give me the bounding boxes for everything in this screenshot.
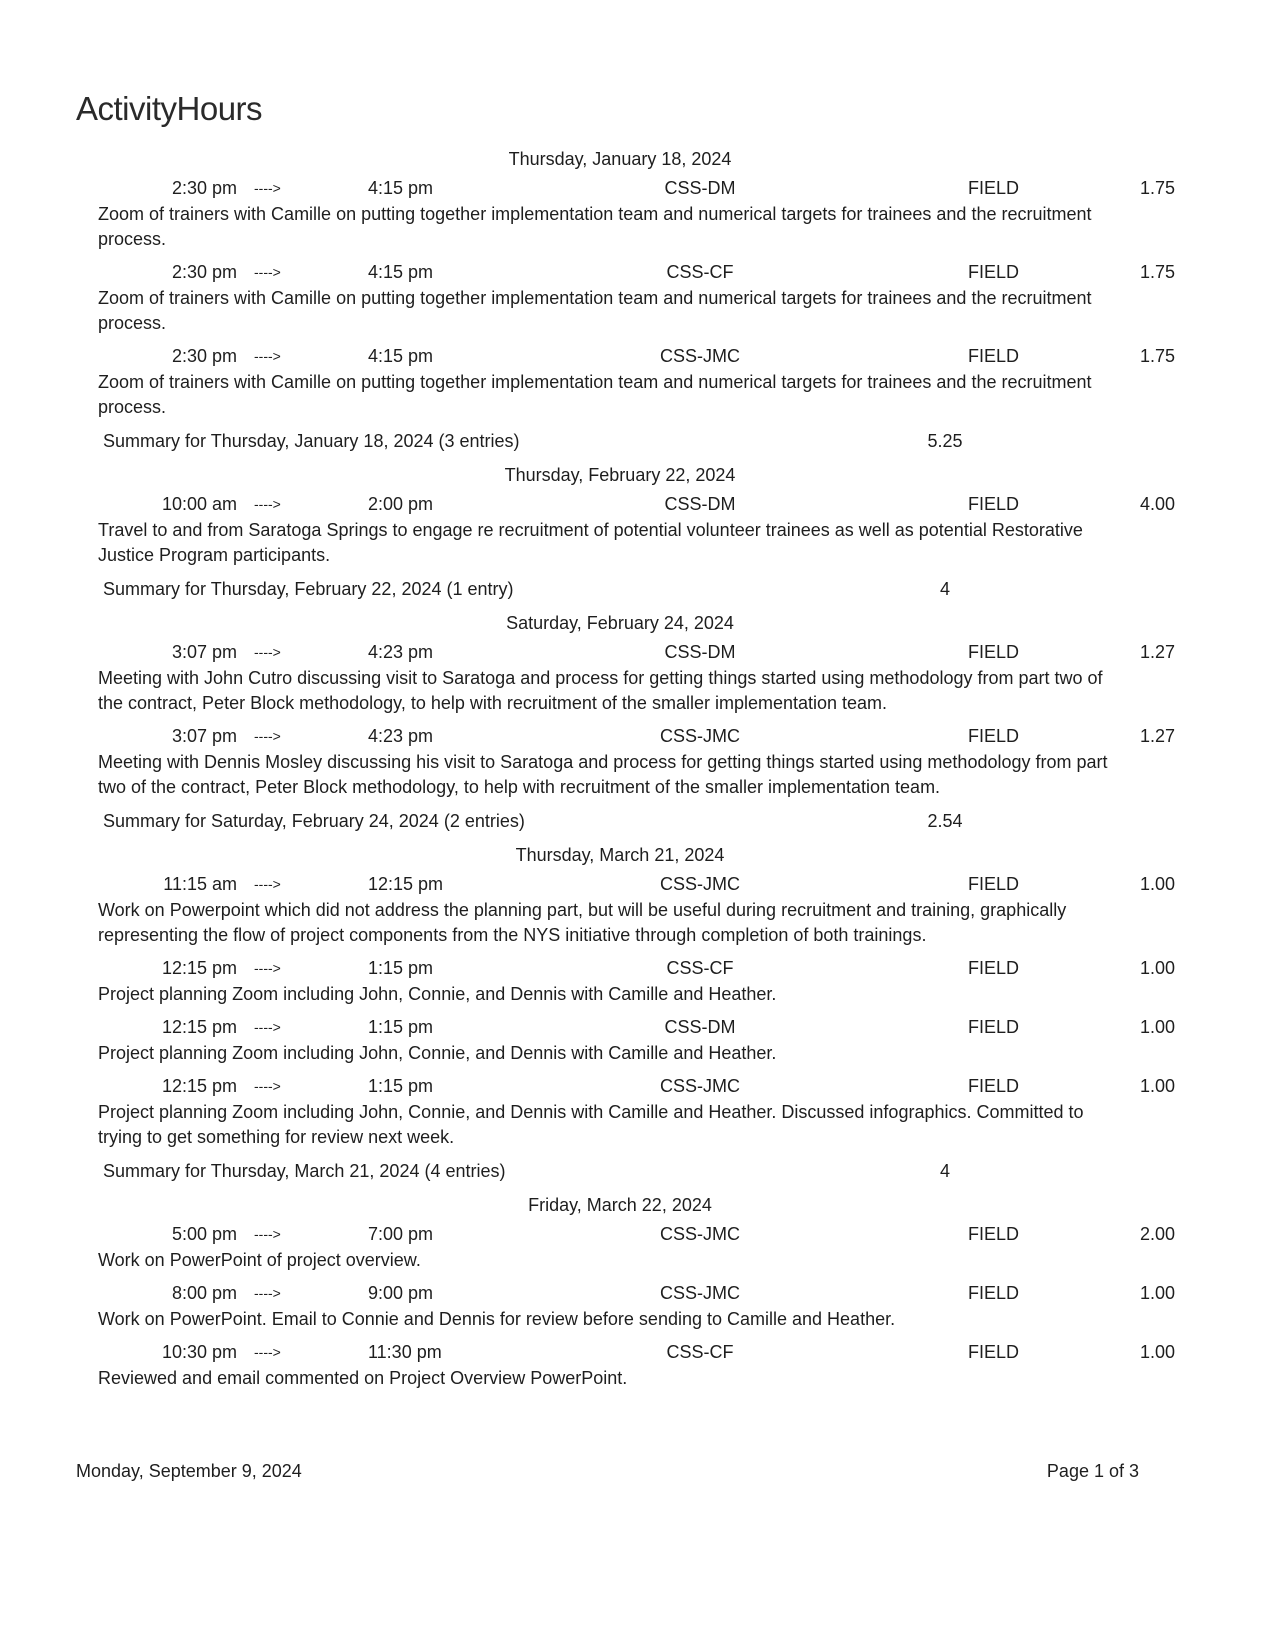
entry-description: Work on PowerPoint. Email to Connie and Dennis for review before sending to Camille and Heather. [98, 1309, 896, 1329]
entry-row [0, 490, 1275, 518]
hours: 1.00 [1139, 874, 1175, 894]
arrow-separator: ----> [254, 960, 281, 976]
start-time: 5:00 pm [171, 1224, 237, 1244]
entry-row [0, 722, 1275, 750]
entry-description: Zoom of trainers with Camille on putting together implementation team and numerical targets for trainees and the recruitment process. [98, 288, 1092, 333]
start-time: 3:07 pm [171, 642, 237, 662]
activity-type: FIELD [968, 642, 1020, 662]
end-time: 4:23 pm [368, 642, 434, 662]
start-time: 10:00 am [161, 494, 237, 514]
end-time: 2:00 pm [368, 494, 434, 514]
arrow-separator: ----> [254, 1344, 281, 1360]
hours: 1.00 [1139, 1283, 1175, 1303]
day-group [0, 840, 1275, 1190]
activity-type: FIELD [968, 726, 1020, 746]
activity-code: CSS-JMC [660, 346, 740, 366]
entry-row [0, 1279, 1275, 1307]
activity-code: CSS-CF [666, 262, 734, 282]
entry-row [0, 174, 1275, 202]
activity-type: FIELD [968, 346, 1020, 366]
activity-type: FIELD [968, 1076, 1020, 1096]
activity-code: CSS-CF [666, 958, 734, 978]
entry-description: Work on Powerpoint which did not address the planning part, but will be useful during recruitment and training, graphically representing the flow of project components from the NYS initiative through completion of both trainings. [98, 900, 1067, 945]
summary-label: Summary for Thursday, February 22, 2024 (1 entry) [103, 579, 514, 599]
entry-row [0, 954, 1275, 982]
day-header: Thursday, February 22, 2024 [504, 465, 736, 485]
entry-description: Project planning Zoom including John, Connie, and Dennis with Camille and Heather. Discussed infographics. Committed to trying to get something for review next week. [98, 1102, 1084, 1147]
hours: 4.00 [1139, 494, 1175, 514]
start-time: 12:15 pm [161, 1017, 237, 1037]
summary-total: 5.25 [927, 431, 963, 451]
activity-code: CSS-JMC [660, 874, 740, 894]
hours: 1.27 [1139, 642, 1175, 662]
hours: 1.75 [1139, 262, 1175, 282]
arrow-separator: ----> [254, 348, 281, 364]
end-time: 7:00 pm [368, 1224, 434, 1244]
hours: 2.00 [1139, 1224, 1175, 1244]
arrow-separator: ----> [254, 1285, 281, 1301]
start-time: 8:00 pm [171, 1283, 237, 1303]
activity-code: CSS-JMC [660, 1283, 740, 1303]
start-time: 12:15 pm [161, 958, 237, 978]
day-header: Thursday, January 18, 2024 [508, 149, 732, 169]
entry-description: Work on PowerPoint of project overview. [98, 1250, 421, 1270]
entry-row [0, 1338, 1275, 1366]
hours: 1.27 [1139, 726, 1175, 746]
hours: 1.75 [1139, 346, 1175, 366]
hours: 1.00 [1139, 958, 1175, 978]
start-time: 12:15 pm [161, 1076, 237, 1096]
arrow-separator: ----> [254, 1226, 281, 1242]
footer-date: Monday, September 9, 2024 [76, 1461, 302, 1481]
end-time: 11:30 pm [368, 1342, 442, 1362]
activity-type: FIELD [968, 958, 1020, 978]
end-time: 12:15 pm [368, 874, 444, 894]
arrow-separator: ----> [254, 264, 281, 280]
end-time: 4:15 pm [368, 178, 434, 198]
activity-list [0, 144, 1275, 1397]
activity-code: CSS-JMC [660, 1224, 740, 1244]
activity-code: CSS-DM [664, 178, 736, 198]
entry-description: Meeting with Dennis Mosley discussing his visit to Saratoga and process for getting things started using methodology from part two of the contract, Peter Block methodology, to help with recruitment of the smaller implementation team. [98, 752, 1108, 797]
start-time: 2:30 pm [171, 178, 237, 198]
summary-total: 4 [939, 1161, 950, 1181]
day-group [0, 608, 1275, 840]
day-header: Saturday, February 24, 2024 [506, 613, 734, 633]
activity-code: CSS-DM [664, 494, 736, 514]
end-time: 1:15 pm [368, 1017, 434, 1037]
summary-total: 2.54 [927, 811, 963, 831]
arrow-separator: ----> [254, 496, 281, 512]
hours: 1.00 [1139, 1076, 1175, 1096]
end-time: 4:15 pm [368, 262, 434, 282]
end-time: 1:15 pm [368, 1076, 434, 1096]
arrow-separator: ----> [254, 1019, 281, 1035]
start-time: 2:30 pm [171, 262, 237, 282]
summary-label: Summary for Saturday, February 24, 2024 (2 entries) [103, 811, 525, 831]
activity-code: CSS-DM [664, 1017, 736, 1037]
end-time: 9:00 pm [368, 1283, 434, 1303]
arrow-separator: ----> [254, 644, 281, 660]
day-summary [0, 574, 1275, 608]
summary-label: Summary for Thursday, January 18, 2024 (3 entries) [103, 431, 520, 451]
activity-code: CSS-JMC [660, 726, 740, 746]
activity-type: FIELD [968, 262, 1020, 282]
activity-code: CSS-JMC [660, 1076, 740, 1096]
hours: 1.00 [1139, 1017, 1175, 1037]
activity-type: FIELD [968, 1224, 1020, 1244]
entry-row [0, 342, 1275, 370]
day-group [0, 460, 1275, 608]
summary-label: Summary for Thursday, March 21, 2024 (4 entries) [103, 1161, 506, 1181]
day-summary [0, 426, 1275, 460]
activity-type: FIELD [968, 1342, 1020, 1362]
entry-row [0, 870, 1275, 898]
start-time: 11:15 am [163, 874, 237, 894]
day-summary [0, 806, 1275, 840]
entry-description: Travel to and from Saratoga Springs to engage re recruitment of potential volunteer trainees as well as potential Restorative Justice Program participants. [98, 520, 1083, 565]
activity-type: FIELD [968, 178, 1020, 198]
activity-code: CSS-DM [664, 642, 736, 662]
hours: 1.00 [1139, 1342, 1175, 1362]
entry-description: Project planning Zoom including John, Connie, and Dennis with Camille and Heather. [98, 1043, 777, 1063]
activity-type: FIELD [968, 1283, 1020, 1303]
entry-description: Project planning Zoom including John, Connie, and Dennis with Camille and Heather. [98, 984, 777, 1004]
arrow-separator: ----> [254, 728, 281, 744]
end-time: 4:15 pm [368, 346, 434, 366]
activity-code: CSS-CF [666, 1342, 734, 1362]
entry-description: Reviewed and email commented on Project Overview PowerPoint. [98, 1368, 628, 1388]
day-header: Thursday, March 21, 2024 [515, 845, 725, 865]
entry-row [0, 1013, 1275, 1041]
day-summary [0, 1156, 1275, 1190]
day-header: Friday, March 22, 2024 [528, 1195, 712, 1215]
summary-total: 4 [939, 579, 950, 599]
day-group [0, 144, 1275, 460]
entry-description: Zoom of trainers with Camille on putting together implementation team and numerical targets for trainees and the recruitment process. [98, 204, 1092, 249]
end-time: 4:23 pm [368, 726, 434, 746]
day-group [0, 1190, 1275, 1391]
arrow-separator: ----> [254, 180, 281, 196]
entry-row [0, 1072, 1275, 1100]
entry-description: Meeting with John Cutro discussing visit to Saratoga and process for getting things started using methodology from part two of the contract, Peter Block methodology, to help with recruitment of the smaller implementation team. [98, 668, 1103, 713]
entry-row [0, 1220, 1275, 1248]
end-time: 1:15 pm [368, 958, 434, 978]
start-time: 10:30 pm [161, 1342, 237, 1362]
start-time: 3:07 pm [171, 726, 237, 746]
activity-type: FIELD [968, 1017, 1020, 1037]
hours: 1.75 [1139, 178, 1175, 198]
entry-row [0, 638, 1275, 666]
entry-description: Zoom of trainers with Camille on putting together implementation team and numerical targets for trainees and the recruitment process. [98, 372, 1092, 417]
entry-row [0, 258, 1275, 286]
report-title: ActivityHours [76, 90, 263, 127]
activity-type: FIELD [968, 874, 1020, 894]
page-number: Page 1 of 3 [1046, 1461, 1139, 1481]
arrow-separator: ----> [254, 876, 281, 892]
activity-type: FIELD [968, 494, 1020, 514]
arrow-separator: ----> [254, 1078, 281, 1094]
start-time: 2:30 pm [171, 346, 237, 366]
